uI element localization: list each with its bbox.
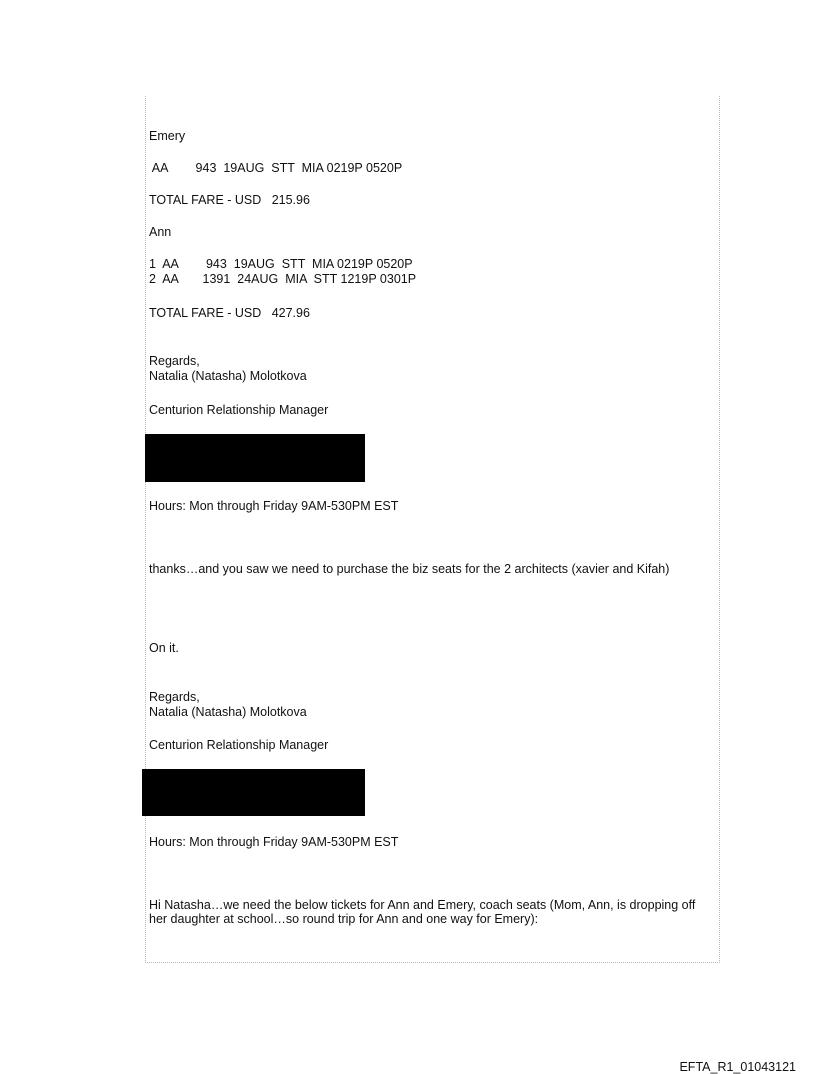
total-fare-ann: TOTAL FARE - USD 427.96: [149, 306, 310, 320]
signature-name: Natalia (Natasha) Molotkova: [149, 705, 307, 719]
flight-line-ann-1: 1 AA 943 19AUG STT MIA 0219P 0520P: [149, 257, 413, 271]
signature-regards: Regards,: [149, 690, 200, 704]
signature-title: Centurion Relationship Manager: [149, 403, 329, 417]
message-body: Hi Natasha…we need the below tickets for Ann and Emery, coach seats (Mom, Ann, is dropping off her daughter at school…so round trip for Ann and one way for Emery):: [149, 898, 696, 926]
office-hours: Hours: Mon through Friday 9AM-530PM EST: [149, 835, 399, 849]
message-body: On it.: [149, 641, 179, 655]
signature-regards: Regards,: [149, 354, 200, 368]
total-fare-emery: TOTAL FARE - USD 215.96: [149, 193, 310, 207]
redaction-block: [142, 769, 365, 816]
document-id: EFTA_R1_01043121: [679, 1059, 796, 1074]
email-thread-frame: [145, 96, 720, 963]
passenger-name-emery: Emery: [149, 129, 186, 143]
office-hours: Hours: Mon through Friday 9AM-530PM EST: [149, 499, 399, 513]
redaction-block: [145, 434, 365, 482]
flight-line-ann-2: 2 AA 1391 24AUG MIA STT 1219P 0301P: [149, 272, 417, 286]
message-body: thanks…and you saw we need to purchase the biz seats for the 2 architects (xavier and Kifah): [149, 562, 670, 576]
signature-name: Natalia (Natasha) Molotkova: [149, 369, 307, 383]
flight-line-emery: AA 943 19AUG STT MIA 0219P 0520P: [149, 161, 403, 175]
signature-title: Centurion Relationship Manager: [149, 738, 329, 752]
passenger-name-ann: Ann: [149, 225, 172, 239]
